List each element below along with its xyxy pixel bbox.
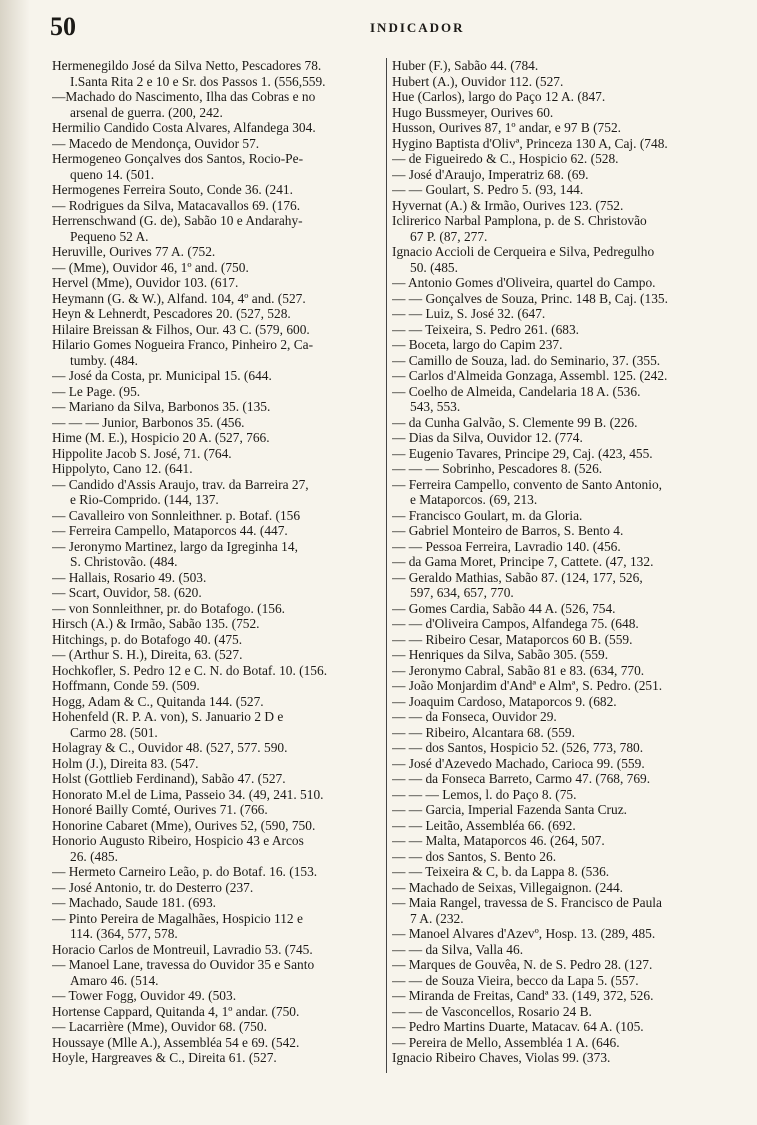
directory-entry: — — Leitão, Assembléa 66. (692. bbox=[392, 817, 576, 833]
running-head: INDICADOR bbox=[370, 20, 465, 35]
directory-entry: — Jeronymo Martinez, largo da Igreginha 14, bbox=[52, 538, 298, 554]
directory-entry: Ignacio Accioli de Cerqueira e Silva, Pedregulho bbox=[392, 244, 655, 259]
directory-entry: — — d'Oliveira Campos, Alfandega 75. (648. bbox=[392, 616, 639, 631]
directory-entry: — Francisco Goulart, m. da Gloria. bbox=[392, 507, 583, 523]
directory-entry: — Coelho de Almeida, Candelaria 18 A. (536. bbox=[392, 383, 641, 399]
directory-entry: — Le Page. (95. bbox=[52, 383, 141, 399]
directory-entry: Honoré Bailly Comté, Ourives 71. (766. bbox=[52, 802, 268, 817]
directory-entry: Heymann (G. & W.), Alfand. 104, 4º and. (527. bbox=[52, 290, 306, 306]
directory-entry: — Gomes Cardia, Sabão 44 A. (526, 754. bbox=[392, 600, 616, 616]
directory-entry: Herrenschwand (G. de), Sabão 10 e Andarahy- bbox=[52, 213, 303, 228]
directory-entry: Hoffmann, Conde 59. (509. bbox=[52, 678, 200, 693]
directory-entry: — Jeronymo Cabral, Sabão 81 e 83. (634, 770. bbox=[392, 662, 645, 678]
directory-entry: Pequeno 52 A. bbox=[70, 228, 149, 244]
directory-entry: Hippolite Jacob S. José, 71. (764. bbox=[52, 445, 232, 461]
directory-entry: Amaro 46. (514. bbox=[70, 972, 159, 988]
directory-entry: — (Arthur S. H.), Direita, 63. (527. bbox=[52, 647, 243, 662]
directory-entry: — José da Costa, pr. Municipal 15. (644. bbox=[52, 368, 272, 383]
directory-entry: — Carlos d'Almeida Gonzaga, Assembl. 125. (242. bbox=[392, 368, 668, 383]
page-number: 50 bbox=[50, 12, 76, 41]
directory-entry: Holm (J.), Direita 83. (547. bbox=[52, 755, 199, 771]
directory-entry: — Rodrigues da Silva, Matacavallos 69. (176. bbox=[52, 197, 301, 213]
directory-entry: — — Pessoa Ferreira, Lavradio 140. (456. bbox=[392, 538, 621, 554]
directory-entry: 26. (485. bbox=[70, 848, 118, 864]
directory-entry: Hortense Cappard, Quitanda 4, 1º andar. (750. bbox=[52, 1003, 300, 1019]
directory-entry: Huber (F.), Sabão 44. (784. bbox=[392, 58, 539, 73]
directory-entry: — de Figueiredo & C., Hospicio 62. (528. bbox=[392, 151, 619, 166]
directory-entry: Heyn & Lehnerdt, Pescadores 20. (527, 528. bbox=[52, 306, 291, 321]
directory-entry: — (Mme), Ouvidor 46, 1º and. (750. bbox=[52, 259, 249, 275]
directory-entry: — Lacarrière (Mme), Ouvidor 68. (750. bbox=[52, 1019, 267, 1034]
directory-entry: — Candido d'Assis Araujo, trav. da Barreira 27, bbox=[52, 476, 309, 492]
directory-entry: Hermogenes Ferreira Souto, Conde 36. (241. bbox=[52, 182, 293, 197]
directory-entry: — — Ribeiro Cesar, Mataporcos 60 B. (559. bbox=[392, 631, 633, 647]
directory-entry: S. Christovão. (484. bbox=[70, 554, 178, 569]
directory-entry: — Hermeto Carneiro Leão, p. do Botaf. 16. (153. bbox=[52, 864, 318, 879]
directory-entry: — Pedro Martins Duarte, Matacav. 64 A. (105. bbox=[392, 1019, 644, 1034]
directory-entry: — João Monjardim d'Andª e Almª, S. Pedro. (251. bbox=[392, 678, 663, 693]
directory-entry: I.Santa Rita 2 e 10 e Sr. dos Passos 1. (556,559. bbox=[70, 73, 326, 89]
directory-entry: 7 A. (232. bbox=[410, 910, 464, 926]
left-column bbox=[52, 58, 387, 1073]
directory-entry: — Gabriel Monteiro de Barros, S. Bento 4. bbox=[392, 523, 624, 538]
directory-entry: — Eugenio Tavares, Principe 29, Caj. (423, 455. bbox=[392, 445, 653, 461]
directory-entry: tumby. (484. bbox=[70, 352, 138, 368]
directory-entry: Hime (M. E.), Hospicio 20 A. (527, 766. bbox=[52, 430, 270, 445]
directory-entry: — — — Junior, Barbonos 35. (456. bbox=[52, 414, 245, 430]
directory-entry: — Henriques da Silva, Sabão 305. (559. bbox=[392, 647, 609, 662]
directory-entry: Hoyle, Hargreaves & C., Direita 61. (527. bbox=[52, 1050, 277, 1065]
directory-entry: Houssaye (Mlle A.), Assembléa 54 e 69. (542. bbox=[52, 1034, 300, 1050]
directory-entry: Honorato M.el de Lima, Passeio 34. (49, 241. 510. bbox=[52, 786, 324, 802]
directory-entry: — Hallais, Rosario 49. (503. bbox=[52, 569, 207, 585]
directory-entry: — — da Silva, Valla 46. bbox=[392, 941, 524, 957]
directory-entry: Honorine Cabaret (Mme), Ourives 52, (590, 750. bbox=[52, 817, 316, 833]
directory-entry: Ignacio Ribeiro Chaves, Violas 99. (373. bbox=[392, 1050, 611, 1065]
directory-entry: — Cavalleiro von Sonnleithner. p. Botaf. (156 bbox=[52, 507, 301, 523]
directory-entry: Hue (Carlos), largo do Paço 12 A. (847. bbox=[392, 89, 606, 104]
directory-entry: Holagray & C., Ouvidor 48. (527, 577. 590. bbox=[52, 740, 288, 755]
directory-entry: Hervel (Mme), Ouvidor 103. (617. bbox=[52, 275, 239, 290]
directory-entry: 50. (485. bbox=[410, 259, 458, 275]
directory-entry: — — Garcia, Imperial Fazenda Santa Cruz. bbox=[392, 802, 627, 817]
directory-entry: — José d'Araujo, Imperatriz 68. (69. bbox=[392, 166, 589, 182]
directory-entry: — da Gama Moret, Principe 7, Cattete. (47, 132. bbox=[392, 554, 654, 569]
directory-entry: — — da Fonseca, Ouvidor 29. bbox=[392, 709, 557, 724]
directory-entry: 543, 553. bbox=[410, 399, 461, 414]
directory-entry: — Pereira de Mello, Assembléa 1 A. (646. bbox=[392, 1034, 620, 1050]
directory-entry: Horacio Carlos de Montreuil, Lavradio 53. (745. bbox=[52, 941, 313, 957]
directory-entry: Hilario Gomes Nogueira Franco, Pinheiro 2, Ca- bbox=[52, 337, 314, 352]
directory-entry: — — de Vasconcellos, Rosario 24 B. bbox=[392, 1003, 592, 1019]
directory-entry: — Manoel Lane, travessa do Ouvidor 35 e Santo bbox=[52, 957, 315, 972]
directory-entry: 67 P. (87, 277. bbox=[410, 228, 488, 244]
directory-entry: — Machado, Saude 181. (693. bbox=[52, 895, 217, 910]
directory-entry: — Mariano da Silva, Barbonos 35. (135. bbox=[52, 399, 271, 414]
directory-entry: Hermilio Candido Costa Alvares, Alfandega 304. bbox=[52, 120, 316, 135]
directory-entry: — — Goulart, S. Pedro 5. (93, 144. bbox=[392, 182, 584, 197]
directory-entry: queno 14. (501. bbox=[70, 166, 155, 182]
directory-entry: Hermenegildo José da Silva Netto, Pescadores 78. bbox=[52, 58, 322, 73]
directory-entry: — von Sonnleithner, pr. do Botafogo. (156. bbox=[52, 600, 286, 616]
directory-entry: Holst (Gottlieb Ferdinand), Sabão 47. (527. bbox=[52, 771, 286, 786]
directory-entry: —Machado do Nascimento, Ilha das Cobras e no bbox=[52, 89, 316, 104]
directory-entry: — Camillo de Souza, lad. do Seminario, 37. (355. bbox=[392, 352, 661, 368]
directory-entry: Hugo Bussmeyer, Ourives 60. bbox=[392, 104, 554, 120]
directory-entry: Hilaire Breissan & Filhos, Our. 43 C. (579, 600. bbox=[52, 321, 310, 337]
directory-entry: 114. (364, 577, 578. bbox=[70, 926, 178, 941]
directory-entry: — da Cunha Galvão, S. Clemente 99 B. (226. bbox=[392, 414, 638, 430]
directory-entry: — Maia Rangel, travessa de S. Francisco de Paula bbox=[392, 895, 662, 910]
directory-entry: — Joaquim Cardoso, Mataporcos 9. (682. bbox=[392, 693, 617, 709]
directory-entry: — Antonio Gomes d'Oliveira, quartel do Campo. bbox=[392, 275, 656, 290]
directory-entry: — Boceta, largo do Capim 237. bbox=[392, 337, 563, 352]
directory-entry: Hochkofler, S. Pedro 12 e C. N. do Botaf. 10. (156. bbox=[52, 662, 328, 678]
directory-entry: Hippolyto, Cano 12. (641. bbox=[52, 461, 193, 476]
right-column bbox=[392, 58, 724, 1066]
directory-entry: — Machado de Seixas, Villegaignon. (244. bbox=[392, 879, 624, 895]
directory-entry: — — Teixeira & C, b. da Lappa 8. (536. bbox=[392, 864, 610, 879]
directory-entry: — Macedo de Mendonça, Ouvidor 57. bbox=[52, 135, 260, 151]
directory-entry: — Scart, Ouvidor, 58. (620. bbox=[52, 585, 202, 600]
directory-entry: Hygino Baptista d'Olivª, Princeza 130 A, Caj. (748. bbox=[392, 135, 668, 151]
directory-entry: — — — Sobrinho, Pescadores 8. (526. bbox=[392, 461, 603, 476]
directory-entry: Hermogeneo Gonçalves dos Santos, Rocio-Pe- bbox=[52, 151, 304, 166]
directory-entry: Hirsch (A.) & Irmão, Sabão 135. (752. bbox=[52, 616, 260, 631]
directory-entry: — Ferreira Campello, Mataporcos 44. (447. bbox=[52, 523, 288, 538]
directory-entry: — Miranda de Freitas, Candª 33. (149, 372, 526. bbox=[392, 988, 654, 1003]
directory-entry: — — Luiz, S. José 32. (647. bbox=[392, 306, 546, 321]
directory-entry: Hyvernat (A.) & Irmão, Ourives 123. (752. bbox=[392, 197, 624, 213]
directory-entry: arsenal de guerra. (200, 242. bbox=[70, 104, 223, 120]
directory-entry: — Dias da Silva, Ouvidor 12. (774. bbox=[392, 430, 583, 445]
directory-entry: — Marques de Gouvêa, N. de S. Pedro 28. (127. bbox=[392, 957, 653, 972]
page-gutter-shadow bbox=[0, 0, 30, 1125]
directory-entry: — Manoel Alvares d'Azevº, Hosp. 13. (289, 485. bbox=[392, 926, 656, 941]
page-header bbox=[38, 14, 733, 44]
directory-entry: — — da Fonseca Barreto, Carmo 47. (768, 769. bbox=[392, 771, 651, 786]
directory-entry: — Geraldo Mathias, Sabão 87. (124, 177, 526, bbox=[392, 569, 643, 585]
directory-entry: — — Ribeiro, Alcantara 68. (559. bbox=[392, 724, 575, 740]
directory-entry: — — Teixeira, S. Pedro 261. (683. bbox=[392, 321, 580, 337]
directory-entry: Carmo 28. (501. bbox=[70, 724, 158, 740]
directory-entry: Iclirerico Narbal Pamplona, p. de S. Christovão bbox=[392, 213, 647, 228]
directory-entry: — — — Lemos, l. do Paço 8. (75. bbox=[392, 786, 577, 802]
directory-entry: — José Antonio, tr. do Desterro (237. bbox=[52, 879, 254, 895]
directory-entry: — Ferreira Campello, convento de Santo Antonio, bbox=[392, 476, 662, 492]
directory-entry: — — Gonçalves de Souza, Princ. 148 B, Caj. (135. bbox=[392, 290, 668, 306]
directory-entry: — — Malta, Mataporcos 46. (264, 507. bbox=[392, 833, 605, 848]
directory-entry: Heruville, Ourives 77 A. (752. bbox=[52, 244, 216, 259]
directory-entry: Hubert (A.), Ouvidor 112. (527. bbox=[392, 73, 564, 89]
directory-entry: — José d'Azevedo Machado, Carioca 99. (559. bbox=[392, 755, 645, 771]
directory-entry: Hogg, Adam & C., Quitanda 144. (527. bbox=[52, 693, 264, 709]
directory-entry: — — dos Santos, Hospicio 52. (526, 773, 780. bbox=[392, 740, 644, 755]
directory-entry: e Rio-Comprido. (144, 137. bbox=[70, 492, 219, 507]
directory-entry: Honorio Augusto Ribeiro, Hospicio 43 e Arcos bbox=[52, 833, 304, 848]
directory-entry: — Pinto Pereira de Magalhães, Hospicio 112 e bbox=[52, 910, 303, 926]
directory-entry: Hohenfeld (R. P. A. von), S. Januario 2 D e bbox=[52, 709, 284, 724]
directory-entry: — Tower Fogg, Ouvidor 49. (503. bbox=[52, 988, 237, 1003]
directory-entry: 597, 634, 657, 770. bbox=[410, 585, 514, 600]
directory-entry: Hitchings, p. do Botafogo 40. (475. bbox=[52, 631, 243, 647]
directory-entry: — — dos Santos, S. Bento 26. bbox=[392, 848, 557, 864]
directory-entry: — — de Souza Vieira, becco da Lapa 5. (557. bbox=[392, 972, 639, 988]
directory-entry: Husson, Ourives 87, 1º andar, e 97 B (752. bbox=[392, 120, 621, 135]
directory-entry: e Mataporcos. (69, 213. bbox=[410, 492, 538, 507]
